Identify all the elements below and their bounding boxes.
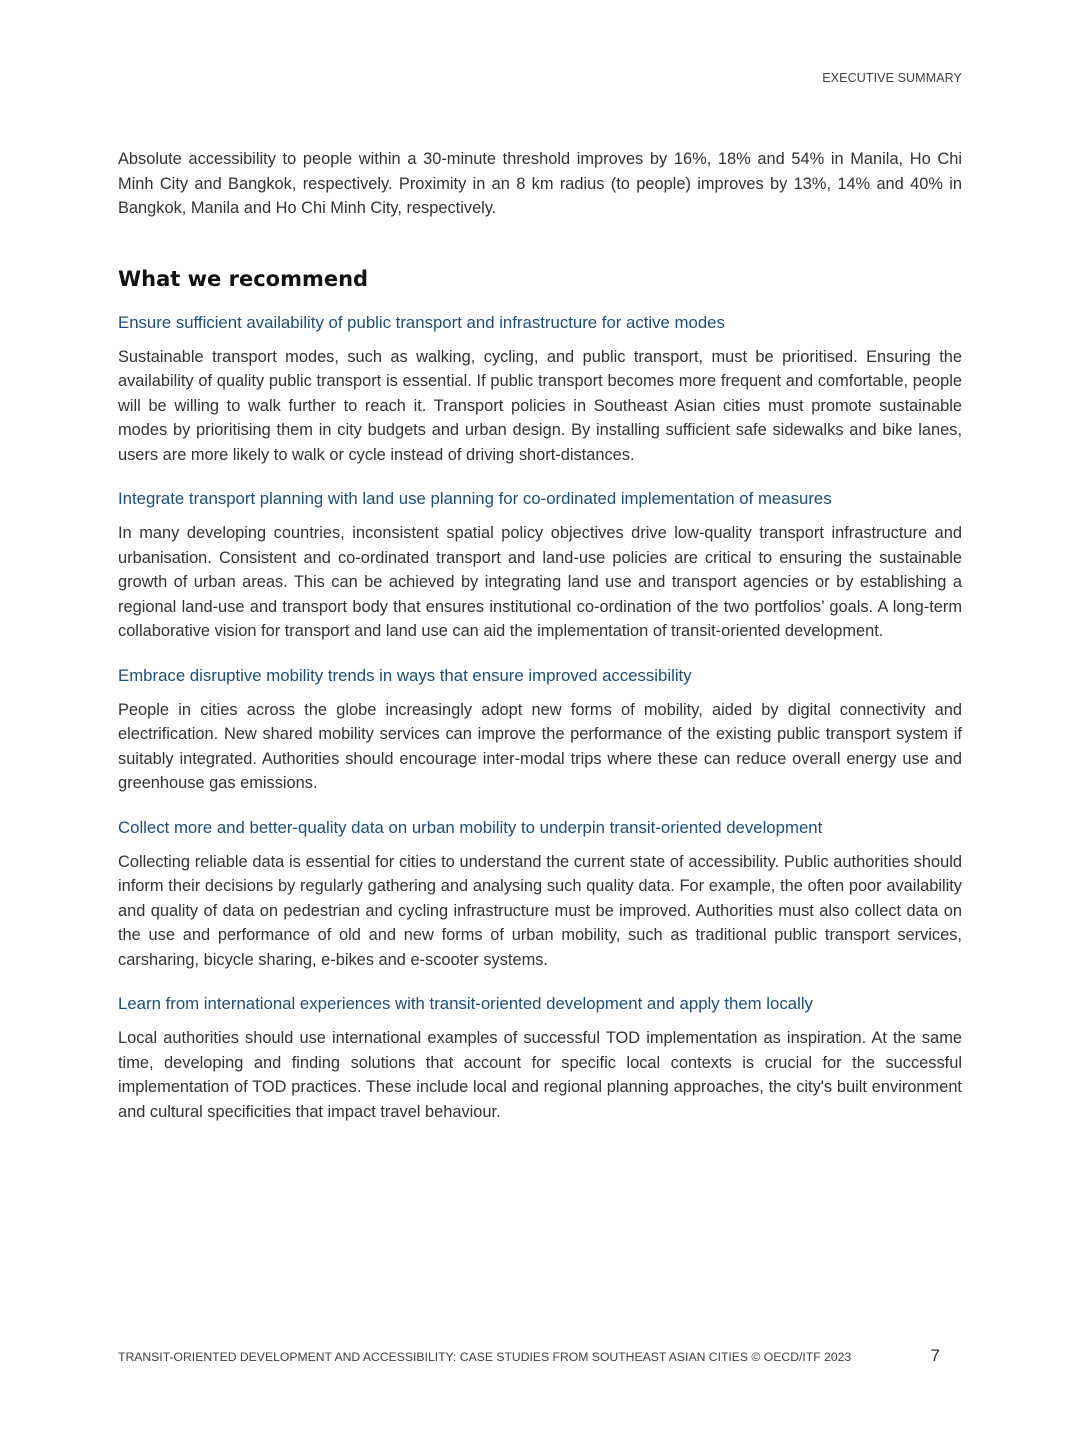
- running-header: EXECUTIVE SUMMARY: [822, 71, 962, 85]
- recommendation-heading-5: Learn from international experiences with transit-oriented development and apply them locally: [118, 994, 813, 1013]
- recommendation-text-5: Local authorities should use international examples of successful TOD implementation as inspiration. At the same time, developing and finding solutions that account for specific local contexts is crucial for the successful implementation of TOD practices. These include local and regional planning approaches, the city's built environment and cultural specificities that impact travel behaviour.: [118, 1029, 962, 1121]
- footer-citation: TRANSIT-ORIENTED DEVELOPMENT AND ACCESSIBILITY: CASE STUDIES FROM SOUTHEAST ASIAN CITIES © OECD/ITF 2023: [118, 1350, 852, 1364]
- page-footer: [118, 1346, 962, 1365]
- recommendation-text-4: Collecting reliable data is essential for cities to understand the current state of accessibility. Public authorities should inform their decisions by regularly gathering and analysing such quality data. For example, the often poor availability and quality of data on pedestrian and cycling infrastructure must be improved. Authorities must also collect data on the use and performance of old and new forms of urban mobility, such as traditional public transport services, carsharing, bicycle sharing, e-bikes and e-scooter systems.: [118, 852, 962, 969]
- recommendation-text-1: Sustainable transport modes, such as walking, cycling, and public transport, must be prioritised. Ensuring the availability of quality public transport is essential. If public transport becomes more frequent and comfortable, people will be willing to walk further to reach it. Transport policies in Southeast Asian cities must promote sustainable modes by prioritising them in city budgets and urban design. By installing sufficient safe sidewalks and bike lanes, users are more likely to walk or cycle instead of driving short-distances.: [118, 347, 962, 464]
- recommendation-heading-3: Embrace disruptive mobility trends in ways that ensure improved accessibility: [118, 665, 692, 685]
- recommendation-heading-1: Ensure sufficient availability of public transport and infrastructure for active modes: [118, 312, 725, 332]
- page-content: [118, 147, 962, 1124]
- intro-paragraph: Absolute accessibility to people within a 30-minute threshold improves by 16%, 18% and 54% in Manila, Ho Chi Minh City and Bangkok, respectively. Proximity in an 8 km radius (to people) improves by 13%, 14% and 40% in Bangkok, Manila and Ho Chi Minh City, respectively.: [118, 150, 962, 217]
- recommendation-text-3: People in cities across the globe increasingly adopt new forms of mobility, aided by digital connectivity and electrification. New shared mobility services can improve the performance of the existing public transport system if suitably integrated. Authorities should encourage inter-modal trips where these can reduce overall energy use and greenhouse gas emissions.: [118, 700, 962, 792]
- section-title: What we recommend: [118, 266, 369, 291]
- page-number: 7: [930, 1346, 940, 1365]
- recommendation-heading-4: Collect more and better-quality data on urban mobility to underpin transit-oriented development: [118, 817, 823, 837]
- recommendation-heading-2: Integrate transport planning with land use planning for co-ordinated implementation of measures: [118, 489, 832, 508]
- recommendation-text-2: In many developing countries, inconsistent spatial policy objectives drive low-quality transport infrastructure and urbanisation. Consistent and co-ordinated transport and land-use policies are critical to ensuring the sustainable growth of urban areas. This can be achieved by integrating land use and transport agencies or by establishing a regional land-use and transport body that ensures institutional co-ordination of the two portfolios’ goals. A long-term collaborative vision for transport and land use can aid the implementation of transit-oriented development.: [118, 524, 962, 640]
